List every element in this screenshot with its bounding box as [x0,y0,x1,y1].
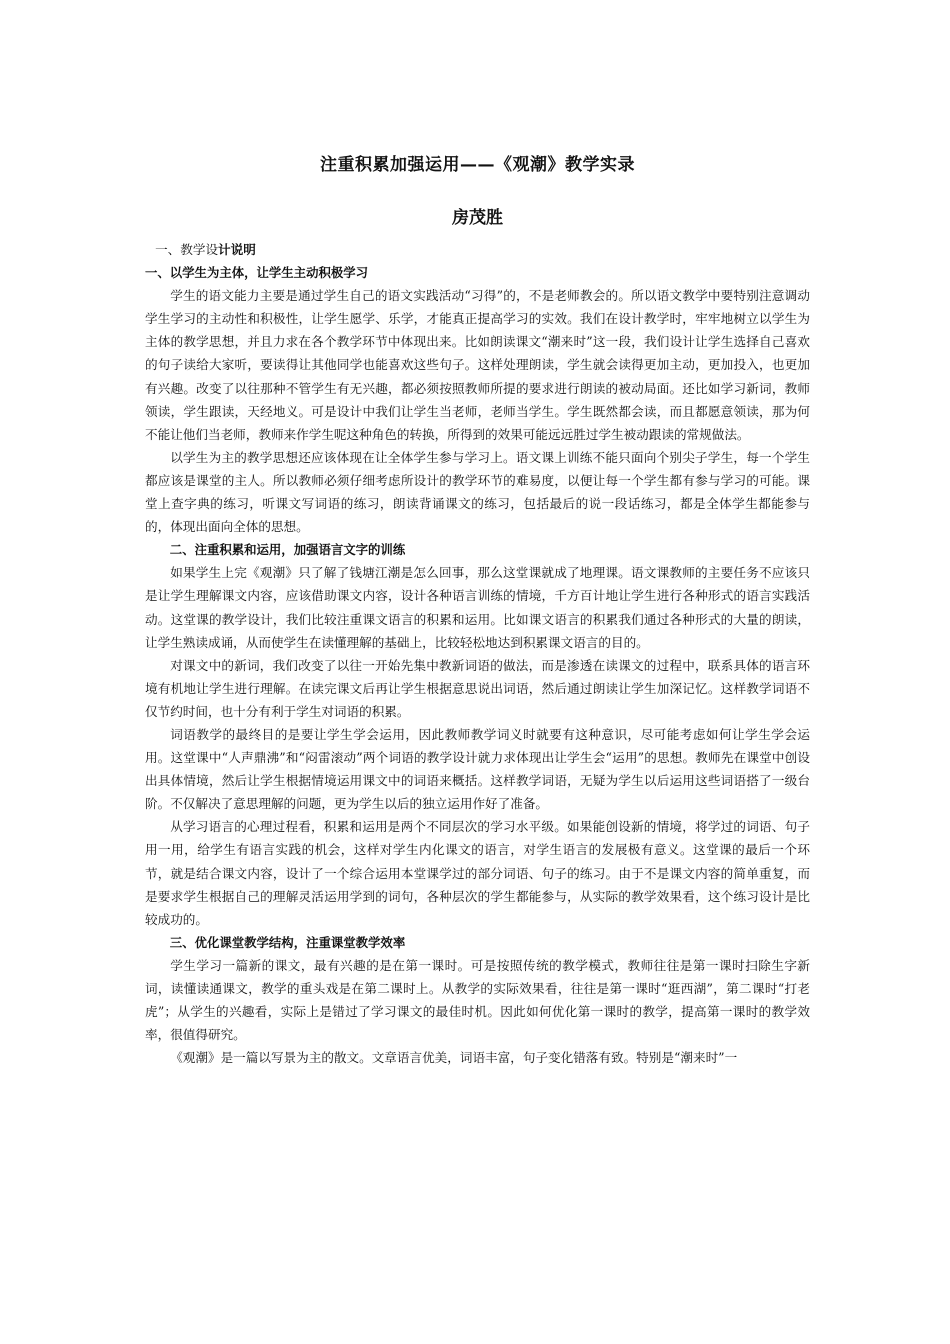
paragraph-3: 如果学生上完《观潮》只了解了钱塘江潮是怎么回事，那么这堂课就成了地理课。语文课教师的主要任务不应该只是让学生理解课文内容，应该借助课文内容，设计各种语言训练的情境，千方百计地让学生进行各种形式的语言实践活动。这堂课的教学设计，我们比较注重课文语言的积累和运用。比如课文语言的积累我们通过各种形式的大量的朗读，让学生熟读成诵，从而使学生在读懂理解的基础上，比较轻松地达到积累课文语言的目的。 [145,565,810,650]
heading-1: 一、以学生为主体，让学生主动积极学习 [145,265,369,281]
heading-2: 二、注重积累和运用，加强语言文字的训练 [169,542,406,558]
section-heading [145,238,810,261]
paragraph-5: 词语教学的最终目的是要让学生学会运用，因此教师教学词义时就要有这种意识，尽可能考虑如何让学生学会运用。这堂课中“人声鼎沸”和“闷雷滚动”两个词语的教学设计就力求体现出让学生会“运用”的思想。教师先在课堂中创设出具体情境，然后让学生根据情境运用课文中的词语来概括。这样教学词语，无疑为学生以后运用这些词语搭了一级台阶。不仅解决了意思理解的问题，更为学生以后的独立运用作好了准备。 [145,726,810,812]
section-heading-plain: 一、教学设 [155,242,219,257]
paragraph-7: 学生学习一篇新的课文，最有兴趣的是在第一课时。可是按照传统的教学模式，教师往往是第一课时扫除生字新词，读懂读通课文，教学的重头戏是在第二课时上。从教学的实际效果看，往往是第一课时“逛西湖”，第二课时“打老虎”；从学生的兴趣看，实际上是错过了学习课文的最佳时机。因此如何优化第一课时的教学，提高第一课时的教学效率，很值得研究。 [145,957,810,1043]
paragraph-2: 以学生为主的教学思想还应该体现在让全体学生参与学习上。语文课上训练不能只面向个别尖子学生，每一个学生都应该是课堂的主人。所以教师必须仔细考虑所设计的教学环节的难易度，以便让每一个学生都有参与学习的可能。课堂上查字典的练习，听课文写词语的练习，朗读背诵课文的练习，包括最后的说一段话练习，都是全体学生都能参与的，体现出面向全体的思想。 [145,449,810,535]
document-body [145,238,810,1069]
paragraph-4: 对课文中的新词，我们改变了以往一开始先集中教新词语的做法，而是渗透在读课文的过程中，联系具体的语言环境有机地让学生进行理解。在读完课文后再让学生根据意思说出词语，然后通过朗读让学生加深记忆。这样教学词语不仅节约时间，也十分有利于学生对词语的积累。 [145,657,810,719]
document-title: 注重积累加强运用——《观潮》教学实录 [320,155,635,175]
document-author: 房茂胜 [452,208,503,228]
heading-3: 三、优化课堂教学结构，注重课堂教学效率 [169,934,406,950]
section-heading-bold: 计说明 [218,242,256,257]
paragraph-1: 学生的语文能力主要是通过学生自己的语文实践活动“习得”的，不是老师教会的。所以语文教学中要特别注意调动学生学习的主动性和积极性，让学生愿学、乐学，才能真正提高学习的实效。我们在设计教学时，牢牢地树立以学生为主体的教学思想，并且力求在各个教学环节中体现出来。比如朗读课文“潮来时”这一段，我们设计让学生选择自己喜欢的句子读给大家听，要读得让其他同学也能喜欢这些句子。这样处理朗读，学生就会读得更加主动，更加投入，也更加有兴趣。改变了以往那种不管学生有无兴趣，都必须按照教师所提的要求进行朗读的被动局面。还比如学习新词，教师领读，学生跟读，天经地义。可是设计中我们让学生当老师，老师当学生。学生既然都会读，而且都愿意领读，那为何不能让他们当老师，教师来作学生呢这种角色的转换，所得到的效果可能远远胜过学生被动跟读的常规做法。 [145,288,810,442]
paragraph-6: 从学习语言的心理过程看，积累和运用是两个不同层次的学习水平级。如果能创设新的情境，将学过的词语、句子用一用，给学生有语言实践的机会，这样对学生内化课文的语言，对学生语言的发展极有意义。这堂课的最后一个环节，就是结合课文内容，设计了一个综合运用本堂课学过的部分词语、句子的练习。由于不是课文内容的简单重复，而是要求学生根据自己的理解灵活运用学到的词句，各种层次的学生都能参与，从实际的教学效果看，这个练习设计是比较成功的。 [145,819,810,927]
paragraph-8: 《观潮》是一篇以写景为主的散文。文章语言优美，词语丰富，句子变化错落有致。特别是“潮来时”一 [170,1050,738,1066]
